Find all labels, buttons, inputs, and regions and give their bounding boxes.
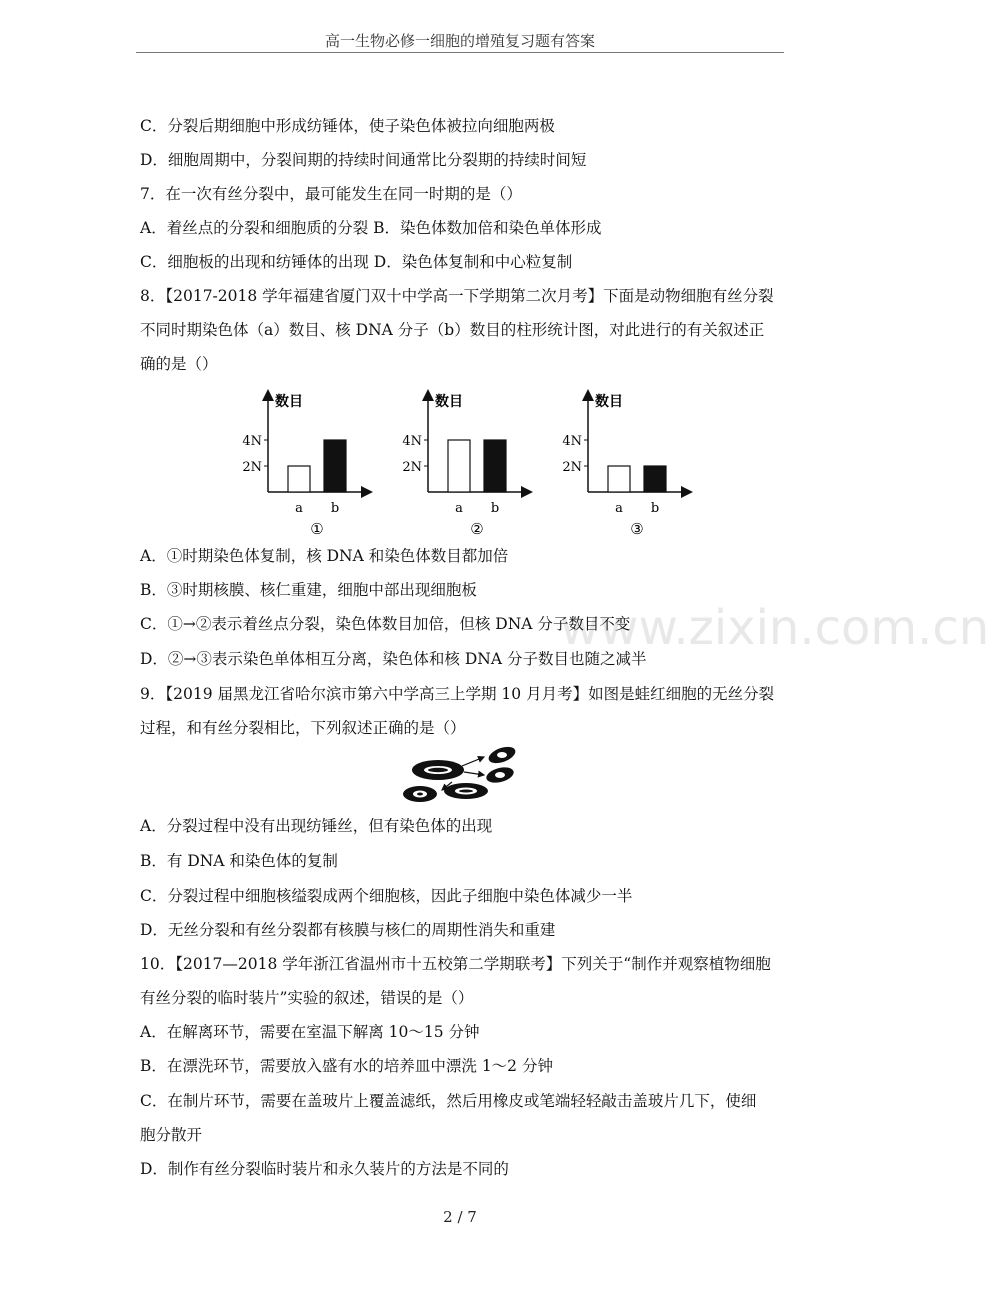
watermark: www.zixin.com.cn [560,600,989,656]
chart-1-category-label: a [295,501,303,516]
cell-dividing [412,760,464,780]
chart-2-tick-label: 4N [402,434,422,449]
chart-3-category-label: b [650,501,660,516]
amitosis-illustration [400,742,530,808]
chart-2-bar-b [484,440,506,492]
question-9-line2: 过程，和有丝分裂相比，下列叙述正确的是（） [140,719,466,737]
option-9c: C．分裂过程中细胞核缢裂成两个细胞核，因此子细胞中染色体减少一半 [140,887,633,905]
option-9a: A．分裂过程中没有出现纺锤丝，但有染色体的出现 [140,817,493,835]
option-7ab: A．着丝点的分裂和细胞质的分裂 B．染色体数加倍和染色单体形成 [140,219,602,237]
chart-1-bar-a [288,466,310,492]
question-7: 7．在一次有丝分裂中，最可能发生在同一时期的是（） [140,185,522,203]
chart-2-panel-label: ② [470,520,484,538]
chart-3-panel-label: ③ [630,520,644,538]
chart-3-ylabel: 数目 [595,394,623,410]
cell-mid-right [485,765,516,786]
cell-bottom-left [403,786,437,802]
chart-1-category-label: b [330,501,340,516]
chart-1-bar-b [324,440,346,492]
option-8c: C．①→②表示着丝点分裂，染色体数目加倍，但核 DNA 分子数目不变 [140,615,631,633]
header-divider [136,52,784,53]
option-10a: A．在解离环节，需要在室温下解离 10～15 分钟 [140,1023,480,1041]
question-10-line1: 10．【2017—2018 学年浙江省温州市十五校第二学期联考】下列关于“制作并观察植物细胞 [140,955,771,973]
page-number: 2 / 7 [443,1208,477,1226]
chart-3-tick-label: 2N [562,460,582,475]
chart-1-panel-label: ① [310,520,324,538]
question-8-line1: 8．【2017-2018 学年福建省厦门双十中学高一下学期第二次月考】下面是动物细胞有丝分裂 [140,287,774,305]
chart-1-tick-label: 2N [242,460,262,475]
chart-3-bar-b [644,466,666,492]
chart-2-bar-a [448,440,470,492]
question-9-line1: 9．【2019 届黑龙江省哈尔滨市第六中学高三上学期 10 月月考】如图是蛙红细胞的无丝分裂 [140,685,775,703]
question-10-line2: 有丝分裂的临时装片”实验的叙述，错误的是（） [140,989,474,1007]
chart-2-category-label: a [455,501,463,516]
option-7cd: C．细胞板的出现和纺锤体的出现 D．染色体复制和中心粒复制 [140,253,573,271]
bar-charts-figure [230,386,700,538]
option-8a: A．①时期染色体复制，核 DNA 和染色体数目都加倍 [140,547,509,565]
question-8-line3: 确的是（） [140,355,218,373]
option-10c-line2: 胞分散开 [140,1126,203,1144]
question-8-line2: 不同时期染色体（a）数目、核 DNA 分子（b）数目的柱形统计图，对此进行的有关叙述正 [140,321,765,339]
cell-bottom-middle [444,783,488,799]
option-8b: B．③时期核膜、核仁重建，细胞中部出现细胞板 [140,581,477,599]
chart-3-bar-a [608,466,630,492]
chart-3-tick-label: 4N [562,434,582,449]
option-9d: D．无丝分裂和有丝分裂都有核膜与核仁的周期性消失和重建 [140,921,556,939]
chart-2-tick-label: 2N [402,460,422,475]
option-6c: C．分裂后期细胞中形成纺锤体，使子染色体被拉向细胞两极 [140,117,555,135]
page-header-title: 高一生物必修一细胞的增殖复习题有答案 [324,32,595,50]
chart-3-category-label: a [615,501,623,516]
option-10c-line1: C．在制片环节，需要在盖玻片上覆盖滤纸，然后用橡皮或笔端轻轻敲击盖玻片几下，使细 [140,1092,757,1110]
chart-1-ylabel: 数目 [275,394,303,410]
chart-2-category-label: b [490,501,500,516]
option-10b: B．在漂洗环节，需要放入盛有水的培养皿中漂洗 1～2 分钟 [140,1057,553,1075]
cell-top-right [486,744,517,767]
option-8d: D．②→③表示染色单体相互分离，染色体和核 DNA 分子数目也随之减半 [140,650,647,668]
option-10d: D．制作有丝分裂临时装片和永久装片的方法是不同的 [140,1160,509,1178]
chart-2-ylabel: 数目 [435,394,463,410]
chart-1-tick-label: 4N [242,434,262,449]
option-9b: B．有 DNA 和染色体的复制 [140,852,338,870]
option-6d: D．细胞周期中，分裂间期的持续时间通常比分裂期的持续时间短 [140,151,587,169]
